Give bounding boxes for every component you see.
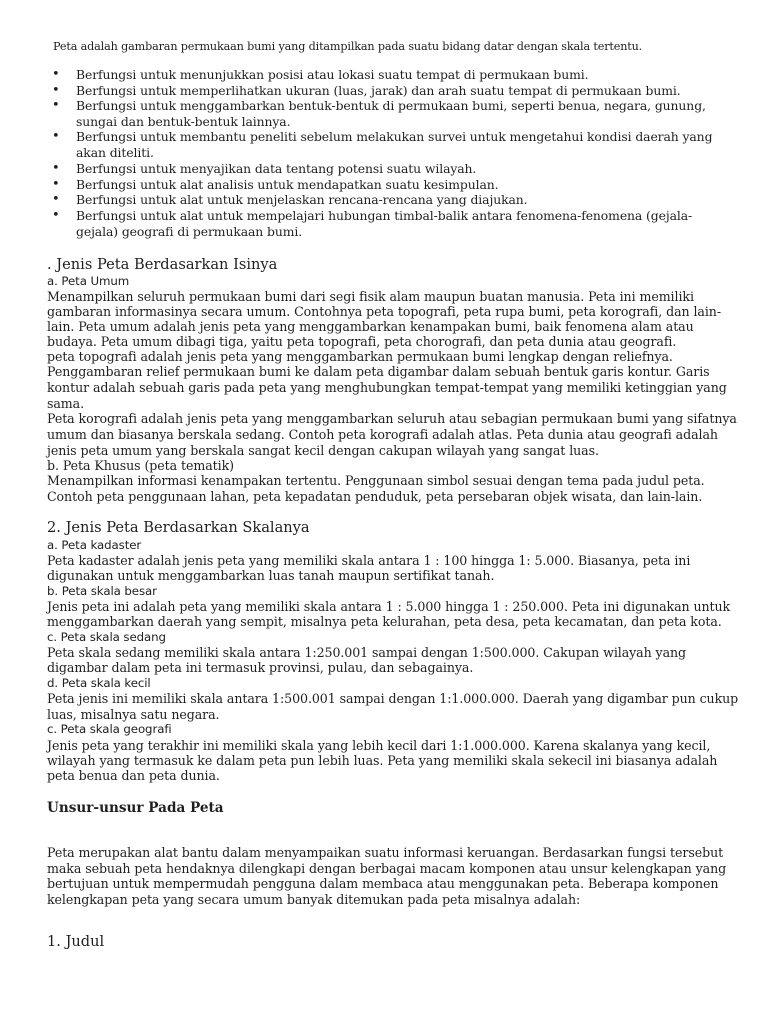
section-heading-unsur: Unsur-unsur Pada Peta [47,800,224,816]
intro-paragraph: Peta adalah gambaran permukaan bumi yang ditampilkan pada suatu bidang datar dengan skala tertentu. [53,40,643,53]
bullet-icon: • [52,192,60,207]
subheading-peta-kadaster: a. Peta kadaster [47,538,142,552]
paragraph-line: gambaran informasinya secara umum. Contohnya peta topografi, peta rupa bumi, peta korografi, dan lain- [47,304,721,319]
paragraph-line: wilayah yang termasuk ke dalam peta pun lebih luas. Peta yang memiliki skala sekecil ini biasanya adalah [47,753,718,768]
section-heading-isinya: . Jenis Peta Berdasarkan Isinya [47,256,278,273]
paragraph-line: menggambarkan daerah yang sempit, misalnya peta kelurahan, peta desa, peta kecamatan, dan peta kota. [47,614,722,629]
paragraph-line: Jenis peta yang terakhir ini memiliki skala yang lebih kecil dari 1:1.000.000. Karena skalanya yang kecil, [47,738,711,753]
paragraph-line: Peta korografi adalah jenis peta yang menggambarkan seluruh atau sebagian permukaan bumi yang sifatnya [47,411,737,426]
paragraph-line: Peta kadaster adalah jenis peta yang memiliki skala antara 1 : 100 hingga 1: 5.000. Biasanya, peta ini [47,553,691,568]
paragraph-line: kelengkapan peta yang secara umum banyak ditemukan pada peta misalnya adalah: [47,892,581,907]
paragraph-line: Menampilkan seluruh permukaan bumi dari segi fisik alam maupun buatan manusia. Peta ini memiliki [47,289,694,304]
subheading-peta-skala-geografi: c. Peta skala geografi [47,722,172,736]
paragraph-line: peta benua dan peta dunia. [47,768,220,783]
paragraph-line: Peta jenis ini memiliki skala antara 1:500.001 sampai dengan 1:1.000.000. Daerah yang digambar pun cukup [47,691,739,706]
paragraph-line: budaya. Peta umum dibagi tiga, yaitu peta topografi, peta chorografi, dan peta dunia atau geografi. [47,334,677,349]
paragraph-line: Jenis peta ini adalah peta yang memiliki skala antara 1 : 5.000 hingga 1 : 250.000. Peta ini digunakan untuk [47,599,731,614]
paragraph-line: bertujuan untuk mempermudah pengguna dalam membaca atau menggunakan peta. Beberapa komponen [47,876,719,891]
paragraph-line: Contoh peta penggunaan lahan, peta kepadatan penduduk, peta persebaran objek wisata, dan lain-lain. [47,489,703,504]
paragraph-line: umum dan biasanya berskala sedang. Contoh peta korografi adalah atlas. Peta dunia atau geografi adalah [47,427,718,442]
paragraph-line: maka sebuah peta hendaknya dilengkapi dengan berbagai macam komponen atau unsur kelengkapan yang [47,861,727,876]
subheading-peta-khusus: b. Peta Khusus (peta tematik) [47,458,234,473]
bullet-icon: • [52,129,60,144]
subheading-peta-skala-kecil: d. Peta skala kecil [47,676,151,690]
subheading-peta-skala-sedang: c. Peta skala sedang [47,630,166,644]
bullet-icon: • [52,82,60,98]
subheading-peta-skala-besar: b. Peta skala besar [47,584,157,598]
paragraph-line: lain. Peta umum adalah jenis peta yang menggambarkan kenampakan bumi, baik fenomena alam atau [47,319,694,334]
bullet-icon: • [52,161,60,176]
paragraph-line: Menampilkan informasi kenampakan tertentu. Penggunaan simbol sesuai dengan tema pada judul peta. [47,473,705,488]
document-page: Peta adalah gambaran permukaan bumi yang ditampilkan pada suatu bidang datar dengan skala tertentu. • Berfungsi untuk menunjukkan posisi atau lokasi suatu tempat di permukaan bumi. • Berfungsi untuk memperlihatkan ukuran (luas, jarak) dan arah suatu tempat di permukaan bumi. • Berfungsi untuk menggambarkan bentuk-bentuk di permukaan bumi, seperti benua, negara, gunung, sungai dan bentuk-bentuk lainnya. • Berfungsi untuk membantu peneliti sebelum melakukan survei untuk mengetahui kondisi daerah yang akan diteliti. • Berfungsi untuk menyajikan data tentang potensi suatu wilayah. • Berfungsi untuk alat analisis untuk mendapatkan suatu kesimpulan. • Berfungsi untuk alat untuk menjelaskan rencana-rencana yang diajukan. • Berfungsi untuk alat untuk mempelajari hubungan timbal-balik antara fenomena-fenomena (gejala- gejala) geografi di permukaan bumi. . Jenis Peta Berdasarkan Isinya a. Peta Umum Menampilkan seluruh permukaan bumi dari segi fisik alam maupun buatan manusia. Peta ini memiliki gambaran informasinya secara umum. Contohnya peta topografi, peta rupa bumi, peta korografi, dan lain- lain. Peta umum adalah jenis peta yang menggambarkan kenampakan bumi, baik fenomena alam atau budaya. Peta umum dibagi tiga, yaitu peta topografi, peta chorografi, dan peta dunia atau geografi. peta topografi adalah jenis peta yang menggambarkan permukaan bumi lengkap dengan reliefnya. Penggambaran relief permukaan bumi ke dalam peta digambar dalam sebuah bentuk garis kontur. Garis kontur adalah sebuah garis pada peta yang menghubungkan tempat-tempat yang memiliki ketinggian yang sama. Peta korografi adalah jenis peta yang menggambarkan seluruh atau sebagian permukaan bumi yang sifatnya umum dan biasanya berskala sedang. Contoh peta korografi adalah atlas. Peta dunia atau geografi adalah jenis peta umum yang berskala sangat kecil dengan cakupan wilayah yang sangat luas. b. Peta Khusus (peta tematik) Menampilkan informasi kenampakan tertentu. Penggunaan simbol sesuai dengan tema pada judul peta. Contoh peta penggunaan lahan, peta kepadatan penduduk, peta persebaran objek wisata, dan lain-lain. 2. Jenis Peta Berdasarkan Skalanya a. Peta kadaster Peta kadaster adalah jenis peta yang memiliki skala antara 1 : 100 hingga 1: 5.000. Biasanya, peta ini digunakan untuk menggambarkan luas tanah maupun sertifikat tanah. b. Peta skala besar Jenis peta ini adalah peta yang memiliki skala antara 1 : 5.000 hingga 1 : 250.000. Peta ini digunakan untuk menggambarkan daerah yang sempit, misalnya peta kelurahan, peta desa, peta kecamatan, dan peta kota. c. Peta skala sedang Peta skala sedang memiliki skala antara 1:250.001 sampai dengan 1:500.000. Cakupan wilayah yang digambar dalam peta ini termasuk provinsi, pulau, dan sebagainya. d. Peta skala kecil Peta jenis ini memiliki skala antara 1:500.001 sampai dengan 1:1.000.000. Daerah yang digambar pun cukup luas, misalnya satu negara. c. Peta skala geografi Jenis peta yang terakhir ini memiliki skala yang lebih kecil dari 1:1.000.000. Karena skalanya yang kecil, wilayah yang termasuk ke dalam peta pun lebih luas. Peta yang memiliki skala sekecil ini biasanya adalah peta benua dan peta dunia. Unsur-unsur Pada Peta Peta merupakan alat bantu dalam menyampaikan suatu informasi keruangan. Berdasarkan fungsi tersebut maka sebuah peta hendaknya dilengkapi dengan berbagai macam komponen atau unsur kelengkapan yang bertujuan untuk mempermudah pengguna dalam membaca atau menggunakan peta. Beberapa komponen kelengkapan peta yang secara umum banyak ditemukan pada peta misalnya adalah: 1. Judul [47,40,739,950]
paragraph-line: Penggambaran relief permukaan bumi ke dalam peta digambar dalam sebuah bentuk garis kontur. Garis [47,364,710,379]
bullet-icon: • [52,98,60,113]
paragraph-line: jenis peta umum yang berskala sangat kecil dengan cakupan wilayah yang sangat luas. [47,443,599,458]
subheading-peta-umum: a. Peta Umum [47,274,130,288]
paragraph-line: luas, misalnya satu negara. [47,707,220,722]
paragraph-line: peta topografi adalah jenis peta yang menggambarkan permukaan bumi lengkap dengan reliefnya. [47,349,673,364]
bullet-icon: • [52,176,60,192]
paragraph-line: Peta skala sedang memiliki skala antara 1:250.001 sampai dengan 1:500.000. Cakupan wilayah yang [47,645,687,660]
item-heading-judul: 1. Judul [47,933,105,950]
paragraph-line: Peta merupakan alat bantu dalam menyampaikan suatu informasi keruangan. Berdasarkan fungsi tersebut [47,845,724,860]
paragraph-line: kontur adalah sebuah garis pada peta yang menghubungkan tempat-tempat yang memiliki ketinggian yang [47,380,727,395]
paragraph-line: sama. [47,396,85,411]
paragraph-line: digunakan untuk menggambarkan luas tanah maupun sertifikat tanah. [47,568,495,583]
section-heading-skalanya: 2. Jenis Peta Berdasarkan Skalanya [47,519,310,536]
bullet-icon: • [52,208,60,223]
bullet-icon: • [52,67,60,82]
paragraph-line: digambar dalam peta ini termasuk provinsi, pulau, dan sebagainya. [47,660,474,675]
